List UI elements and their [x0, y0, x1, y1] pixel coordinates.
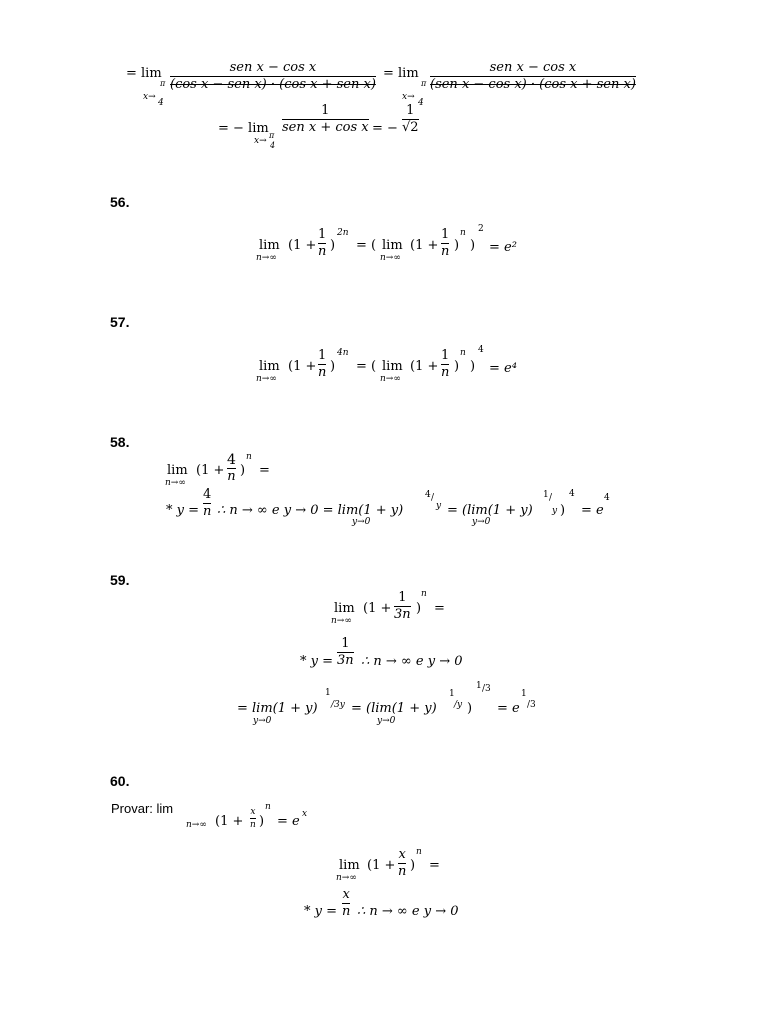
exp-1: 1: [325, 688, 331, 698]
lim-sub-2: y→0: [352, 517, 371, 527]
lim-sub: n→∞: [336, 873, 357, 883]
lim-sub-3: y→0: [472, 517, 491, 527]
equals: =: [259, 463, 270, 478]
exponent-n: n: [460, 228, 466, 238]
fraction: [318, 228, 326, 259]
open-paren: (1 +: [196, 463, 225, 478]
numerator: 1: [321, 103, 330, 118]
denominator: (sen x − cos x) · (cos x + sen x): [430, 77, 636, 92]
substitution: * y =: [300, 654, 334, 669]
denominator: 3n: [394, 607, 411, 622]
exp-y: /y: [454, 700, 463, 710]
close-paren: ): [416, 601, 422, 616]
fraction-3: [282, 104, 369, 135]
lim-sub: n→∞: [331, 616, 352, 626]
exp-y-2: y: [552, 506, 558, 516]
denominator: n: [441, 244, 450, 259]
exp-1b: 1: [449, 689, 455, 699]
provar-expr: (1 +: [215, 814, 244, 829]
outer-exponent: 2: [478, 224, 484, 234]
lim: lim: [259, 238, 280, 253]
lim: lim: [259, 359, 280, 374]
fraction-1: [170, 61, 376, 92]
lim-sub-2: x→: [402, 92, 415, 102]
y-fraction: [337, 637, 354, 668]
provar-text: Provar: lim: [111, 801, 174, 816]
provar-eq: = e: [277, 814, 300, 829]
numerator: 1: [398, 590, 407, 605]
problem-number: 59.: [110, 572, 130, 588]
fraction-4: [402, 104, 419, 135]
result: = e²: [489, 240, 517, 255]
open-paren: (1 +: [363, 601, 392, 616]
exp-3y: /3y: [331, 700, 345, 710]
problem-number: 60.: [110, 773, 130, 789]
numerator: 1: [341, 636, 350, 651]
fraction: [318, 349, 326, 380]
equals: =: [429, 858, 440, 873]
numerator: 1: [318, 348, 327, 363]
problem-number: 57.: [110, 314, 130, 330]
open-paren: (1 +: [288, 238, 317, 253]
numerator: sen x − cos x: [229, 60, 317, 75]
lim-sub-2: y→0: [253, 716, 272, 726]
outer-exp-1: 1: [476, 681, 482, 691]
exponent: 4n: [337, 348, 349, 358]
denominator: √2: [402, 120, 419, 135]
lim-sub-pi: π: [160, 79, 166, 88]
exponent: n: [416, 847, 422, 857]
equals: =: [434, 601, 445, 616]
result: = e: [497, 701, 520, 716]
outer-paren: ): [560, 503, 566, 518]
numerator: 1: [406, 103, 415, 118]
numerator: 4: [203, 487, 212, 502]
open-paren-2: (1 +: [410, 359, 439, 374]
outer-paren: ): [470, 359, 476, 374]
provar-exp-x: x: [302, 809, 308, 819]
middle-expr: = (lim(1 + y): [447, 503, 533, 518]
numerator: 4: [227, 452, 236, 468]
provar-exp: n: [265, 802, 271, 812]
close-paren: ): [410, 858, 416, 873]
result: = e⁴: [489, 361, 517, 376]
exponent: n: [421, 589, 427, 599]
outer-exp: 4: [569, 489, 575, 499]
open-paren-2: (1 +: [410, 238, 439, 253]
close-paren: ): [330, 359, 336, 374]
lim-sub: n→∞: [256, 253, 277, 263]
denominator: n: [398, 864, 407, 879]
outer-exponent: 4: [478, 345, 484, 355]
denominator: (cos x − sen x) · (cos x + sen x): [170, 77, 376, 92]
numerator: 1: [318, 227, 327, 242]
result-exp-3: /3: [527, 700, 536, 710]
problem-number: 56.: [110, 194, 130, 210]
denominator: n: [318, 365, 327, 380]
y-fraction: [203, 488, 211, 519]
condition: ∴ n → ∞ e y → 0 = lim(1 + y): [217, 503, 404, 518]
denominator: n: [250, 820, 256, 830]
lim-sub-2-pi: π: [421, 79, 427, 88]
denominator: n: [441, 365, 450, 380]
provar-close: ): [259, 814, 265, 829]
eq-minus: = −: [372, 121, 398, 136]
lim: lim: [339, 858, 360, 873]
line3-mid: = (lim(1 + y): [351, 701, 437, 716]
sqrt-arg: 2: [410, 120, 419, 135]
eq-lim-2: = lim: [383, 66, 419, 81]
lim: lim: [334, 601, 355, 616]
lim-2: lim: [382, 238, 403, 253]
denominator: 3n: [337, 653, 354, 668]
fraction-2: [441, 349, 449, 380]
eq-minus-lim: = − lim: [218, 121, 269, 136]
outer-exp-3: /3: [482, 684, 491, 694]
open-paren: (1 +: [367, 858, 396, 873]
condition: ∴ n → ∞ e y → 0: [361, 654, 463, 669]
provar-sub: n→∞: [186, 820, 207, 830]
exp-1: 1: [543, 490, 549, 500]
fraction-bar: [250, 818, 256, 819]
line3-expr: = lim(1 + y): [237, 701, 318, 716]
exponent: n: [246, 452, 252, 462]
lim-sub-3: y→0: [377, 716, 396, 726]
close-paren: ): [330, 238, 336, 253]
denominator: n: [203, 504, 212, 519]
lim-sub-3-4: 4: [270, 141, 276, 150]
lim-2: lim: [382, 359, 403, 374]
equals: = (: [356, 359, 377, 374]
provar-fraction: [250, 807, 256, 830]
lim-sub-3: x→: [254, 136, 267, 146]
substitution: * y =: [304, 904, 338, 919]
substitution: * y =: [166, 503, 200, 518]
close-paren: ): [240, 463, 246, 478]
numerator: x: [342, 887, 350, 902]
numerator: x: [250, 807, 256, 817]
denominator: n: [227, 469, 236, 484]
fraction-2: [441, 228, 449, 259]
fraction: [398, 848, 406, 879]
close-paren-2: ): [454, 359, 460, 374]
y-fraction: [342, 888, 350, 919]
exp-slash-2: /: [549, 493, 553, 503]
fraction: [394, 591, 411, 622]
lim-sub: n→∞: [256, 374, 277, 384]
condition: ∴ n → ∞ e y → 0: [357, 904, 459, 919]
exponent-n: n: [460, 348, 466, 358]
lim-sub-2: n→∞: [380, 374, 401, 384]
fraction: [227, 453, 236, 484]
outer-paren: ): [467, 701, 473, 716]
open-paren: (1 +: [288, 359, 317, 374]
outer-paren: ): [470, 238, 476, 253]
result-exp: 4: [604, 493, 610, 503]
exp-y: y: [436, 501, 442, 511]
eq-lim: = lim: [126, 66, 162, 81]
lim-sub: x→: [143, 92, 156, 102]
result: = e: [581, 503, 604, 518]
numerator: x: [398, 847, 406, 862]
denominator: sen x + cos x: [282, 120, 369, 135]
numerator: sen x − cos x: [489, 60, 577, 75]
numerator: 1: [441, 348, 450, 363]
exponent: 2n: [337, 228, 349, 238]
fraction-2: [430, 61, 636, 92]
equals: = (: [356, 238, 377, 253]
numerator: 1: [441, 227, 450, 242]
lim: lim: [167, 463, 188, 478]
lim-sub-4: 4: [158, 98, 164, 108]
lim-sub-2-4: 4: [418, 98, 424, 108]
close-paren-2: ): [454, 238, 460, 253]
result-exp-1: 1: [521, 689, 527, 699]
lim-sub-3-pi: π: [269, 131, 275, 140]
denominator: n: [318, 244, 327, 259]
exp-4: 4: [425, 490, 431, 500]
lim-sub-2: n→∞: [380, 253, 401, 263]
exp-slash: /: [431, 493, 435, 503]
denominator: n: [342, 904, 351, 919]
problem-number: 58.: [110, 434, 130, 450]
lim-sub: n→∞: [165, 478, 186, 488]
